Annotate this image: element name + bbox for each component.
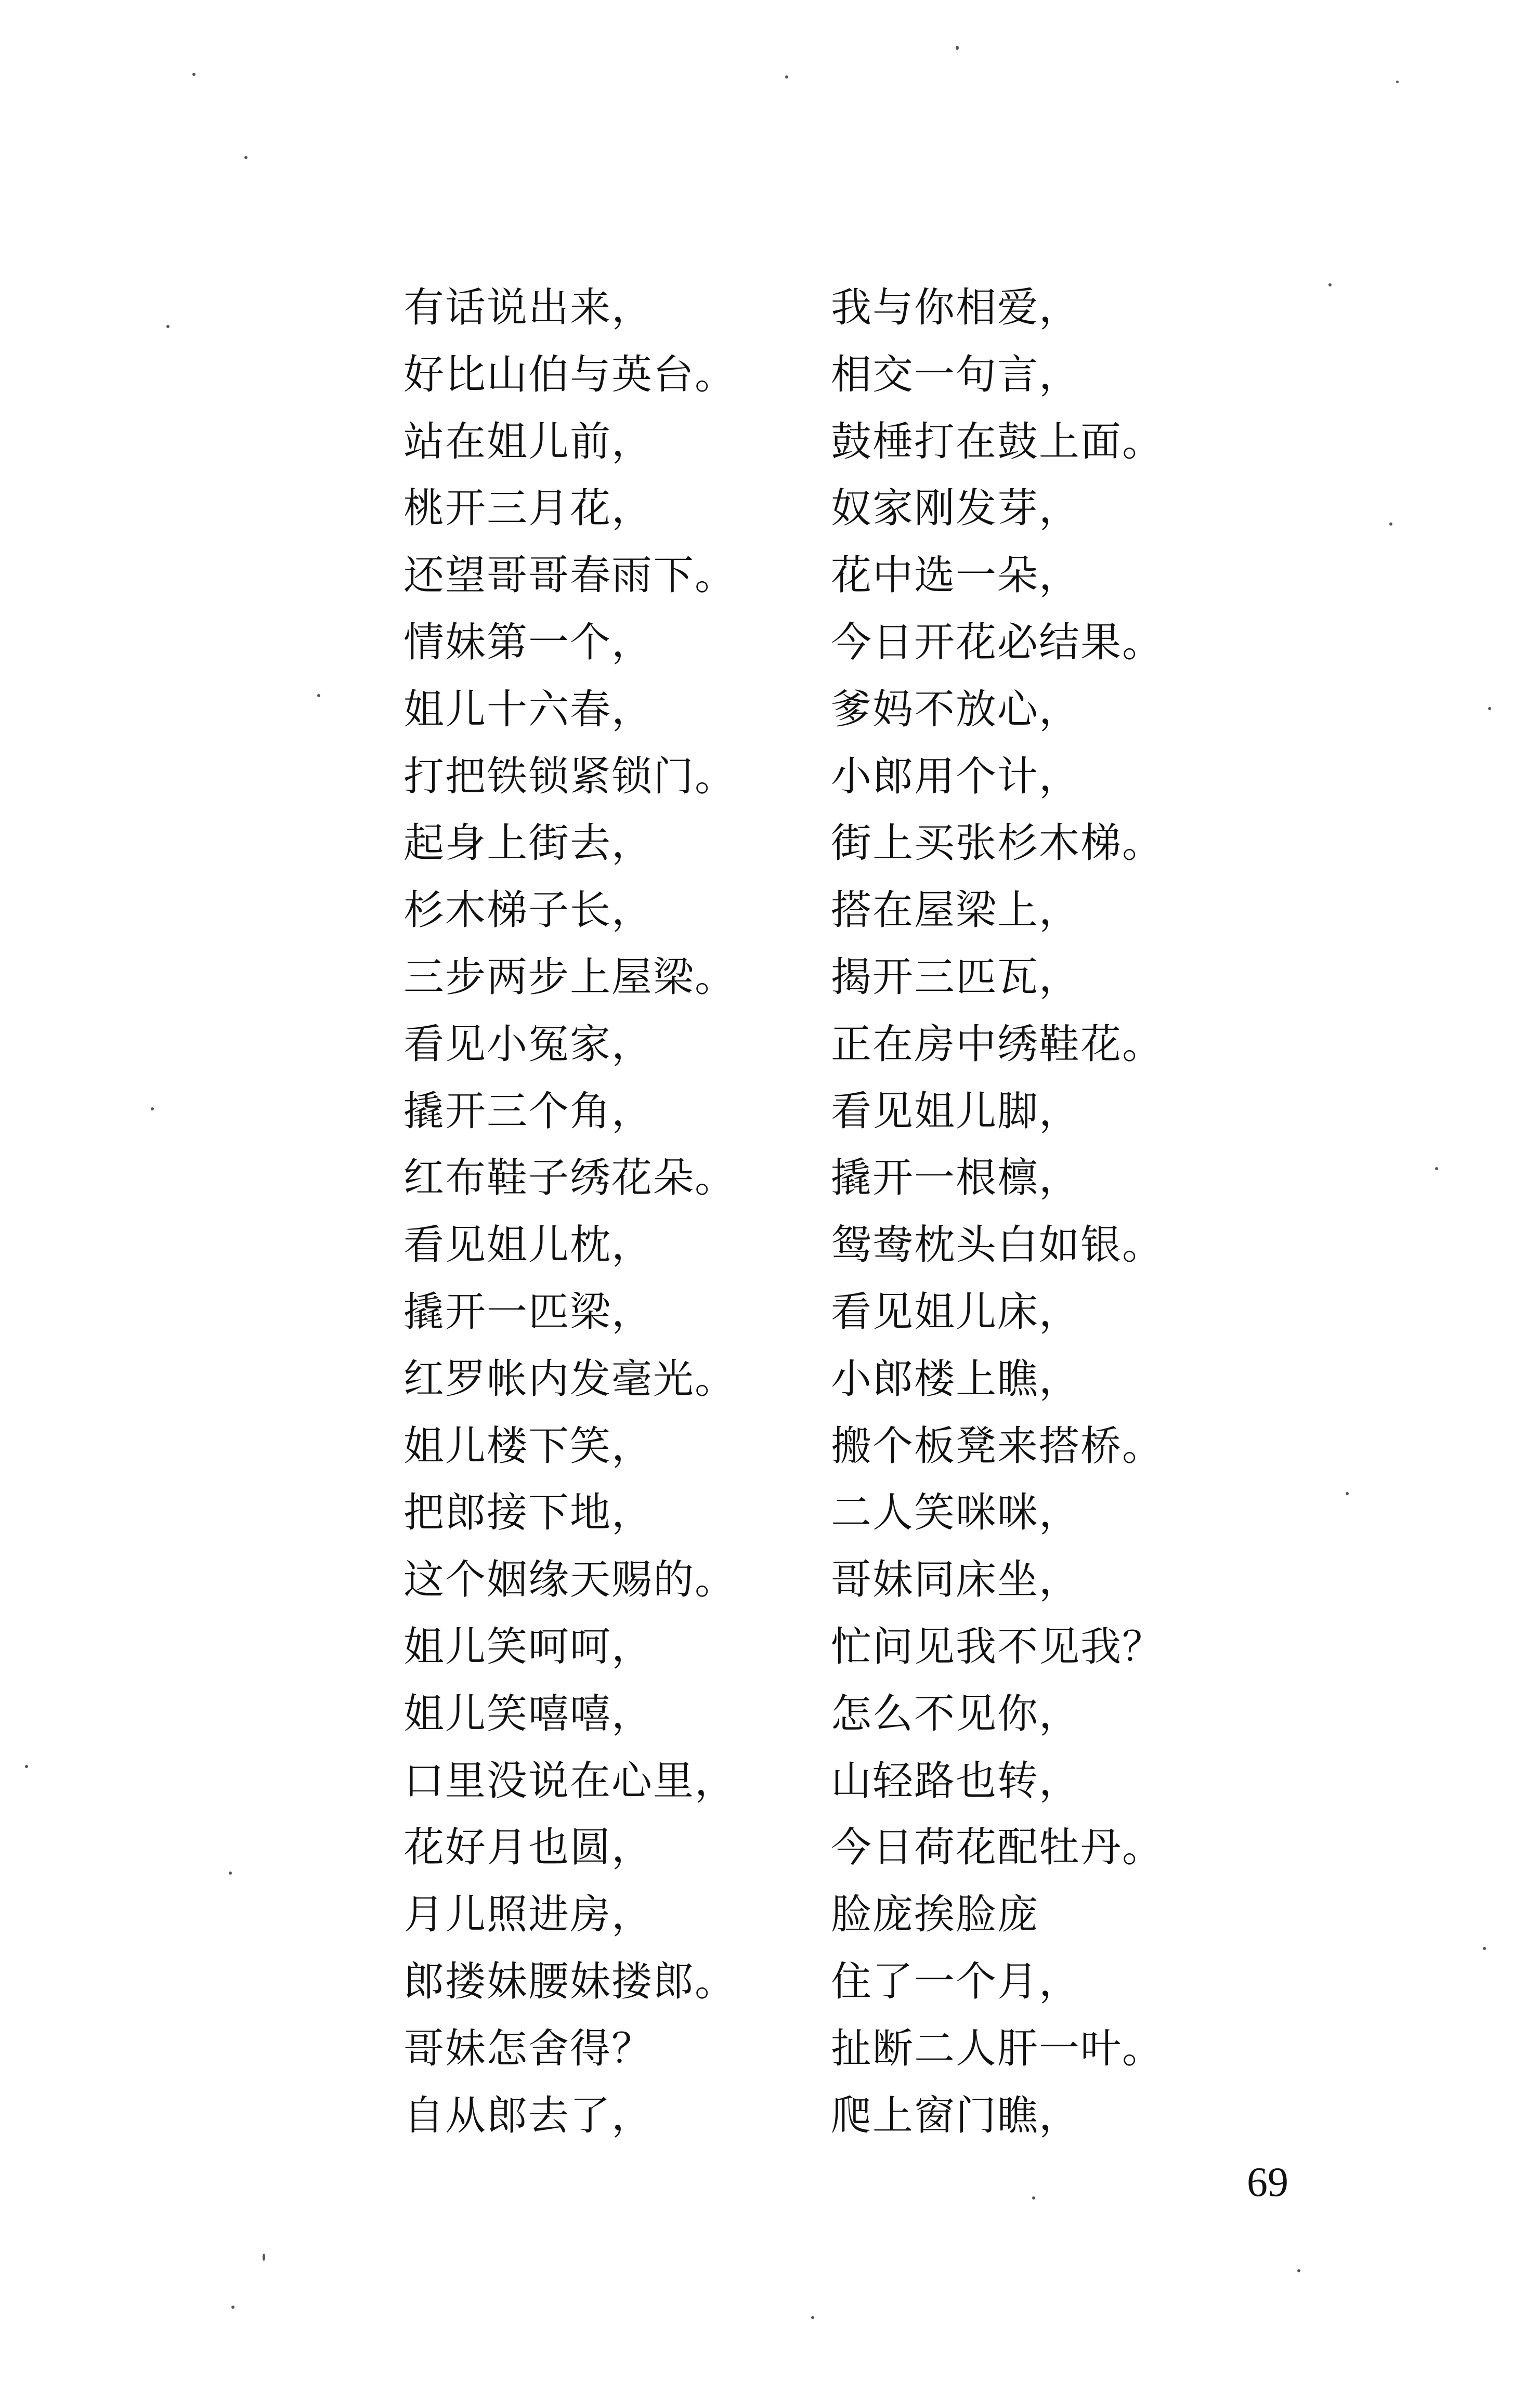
- poem-line: 山轻路也转，: [831, 1757, 1081, 1804]
- poem-line: 相交一句言，: [831, 351, 1081, 398]
- poem-line: 哥妹同床坐，: [831, 1556, 1081, 1604]
- poem-line: 姐儿楼下笑，: [403, 1422, 654, 1470]
- scan-speck: [1483, 1947, 1486, 1950]
- poem-line: 姐儿笑嘻嘻，: [403, 1690, 654, 1737]
- poem-line: 红布鞋子绣花朵。: [403, 1155, 737, 1202]
- scan-speck: [263, 2254, 265, 2261]
- scan-speck: [166, 325, 170, 328]
- poem-line: 看见姐儿脚，: [831, 1088, 1081, 1135]
- scan-speck: [1396, 81, 1399, 83]
- scan-speck: [956, 46, 959, 50]
- scan-speck: [231, 2306, 234, 2309]
- scan-speck: [1328, 283, 1332, 286]
- poem-line: 住了一个月，: [831, 1958, 1081, 2005]
- poem-line: 忙问见我不见我？: [831, 1623, 1164, 1670]
- poem-line: 好比山伯与英台。: [403, 351, 737, 398]
- poem-right-column: [831, 274, 1164, 2149]
- poem-line: 起身上街去，: [403, 820, 654, 867]
- poem-line: 月儿照进房，: [403, 1891, 654, 1939]
- poem-line: 自从郎去了，: [403, 2092, 654, 2139]
- poem-line: 看见姐儿枕，: [403, 1222, 654, 1269]
- poem-line: 扯断二人肝一叶。: [831, 2025, 1164, 2072]
- poem-line: 口里没说在心里，: [403, 1757, 737, 1804]
- poem-line: 还望哥哥春雨下。: [403, 552, 737, 599]
- poem-line: 小郎用个计，: [831, 753, 1081, 800]
- poem-line: 打把铁锁紧锁门。: [403, 753, 737, 800]
- poem-line: 姐儿十六春，: [403, 686, 654, 733]
- poem-left-column: [403, 274, 736, 2149]
- scan-speck: [1389, 522, 1392, 526]
- poem-line: 二人笑咪咪，: [831, 1489, 1081, 1537]
- poem-line: 鼓棰打在鼓上面。: [831, 418, 1164, 465]
- poem-line: 今日开花必结果。: [831, 619, 1164, 666]
- poem-line: 撬开三个角，: [403, 1088, 654, 1135]
- poem-line: 爹妈不放心，: [831, 686, 1081, 733]
- poem-line: 郎搂妹腰妹搂郎。: [403, 1958, 737, 2005]
- poem-line: 奴家刚发芽，: [831, 485, 1081, 532]
- poem-line: 鸳鸯枕头白如银。: [831, 1222, 1164, 1269]
- poem-line: 脸庞挨脸庞: [831, 1891, 1039, 1939]
- poem-line: 把郎接下地，: [403, 1489, 654, 1537]
- poem-line: 今日荷花配牡丹。: [831, 1824, 1164, 1872]
- scan-speck: [192, 73, 195, 76]
- scan-speck: [151, 1107, 154, 1110]
- scan-speck: [811, 2316, 814, 2319]
- poem-line: 花好月也圆，: [403, 1824, 654, 1872]
- poem-line: 桃开三月花，: [403, 485, 654, 532]
- poem-line: 三步两步上屋梁。: [403, 953, 737, 1001]
- poem-line: 撬开一根檩，: [831, 1155, 1081, 1202]
- poem-line: 花中选一朵，: [831, 552, 1081, 599]
- poem-line: 小郎楼上瞧，: [831, 1355, 1081, 1403]
- poem-line: 我与你相爱，: [831, 284, 1081, 331]
- poem-line: 有话说出来，: [403, 284, 654, 331]
- poem-line: 这个姻缘天赐的。: [403, 1556, 737, 1604]
- scan-speck: [1435, 1167, 1438, 1170]
- poem-line: 哥妹怎舍得？: [403, 2025, 654, 2072]
- poem-line: 杉木梯子长，: [403, 887, 654, 934]
- scan-speck: [785, 75, 788, 78]
- poem-line: 怎么不见你，: [831, 1690, 1081, 1737]
- poem-line: 看见小冤家，: [403, 1020, 654, 1068]
- scan-speck: [1297, 2269, 1300, 2272]
- page-number: 69: [1247, 2160, 1288, 2205]
- poem-line: 看见姐儿床，: [831, 1288, 1081, 1336]
- scan-speck: [229, 1872, 232, 1875]
- poem-line: 撬开一匹梁，: [403, 1288, 654, 1336]
- scan-speck: [317, 694, 320, 697]
- scan-speck: [1488, 707, 1491, 710]
- scan-speck: [25, 1765, 28, 1768]
- poem-line: 揭开三匹瓦，: [831, 953, 1081, 1001]
- poem-line: 姐儿笑呵呵，: [403, 1623, 654, 1670]
- scan-speck: [244, 156, 247, 159]
- poem-line: 爬上窗门瞧，: [831, 2092, 1081, 2139]
- poem-line: 红罗帐内发毫光。: [403, 1355, 737, 1403]
- poem-line: 站在姐儿前，: [403, 418, 654, 465]
- poem-line: 搭在屋梁上，: [831, 887, 1081, 934]
- poem-line: 搬个板凳来搭桥。: [831, 1422, 1164, 1470]
- poem-line: 街上买张杉木梯。: [831, 820, 1164, 867]
- poem-line: 正在房中绣鞋花。: [831, 1020, 1164, 1068]
- poem-line: 情妹第一个，: [403, 619, 654, 666]
- scan-speck: [1346, 1492, 1349, 1495]
- scan-speck: [1032, 2196, 1035, 2200]
